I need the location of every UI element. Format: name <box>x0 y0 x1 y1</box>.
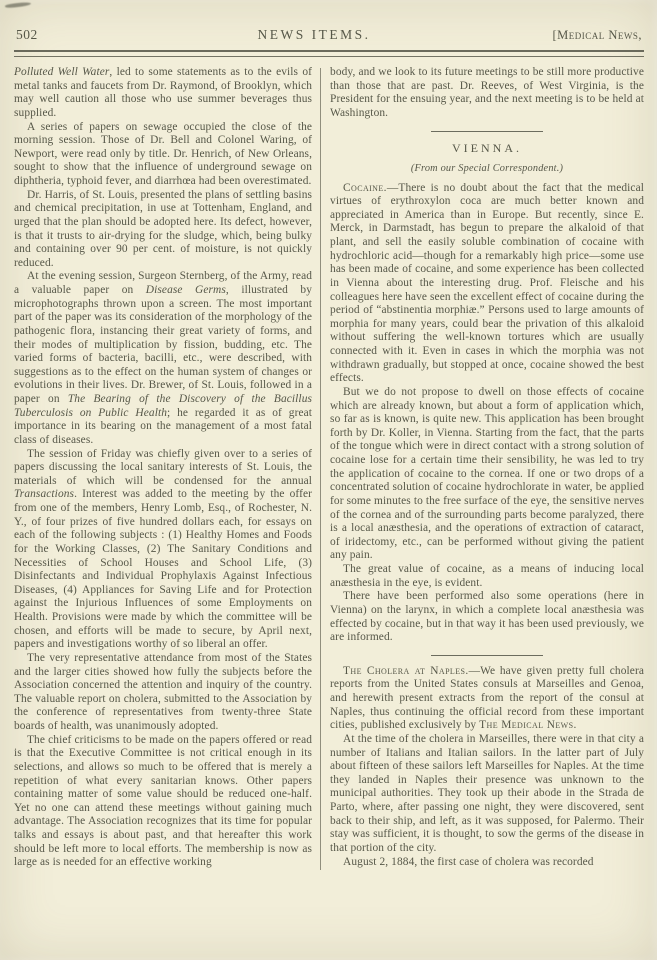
right-column <box>330 66 644 870</box>
body-text: . <box>573 719 577 732</box>
smallcaps-text: Cocaine. <box>343 181 387 194</box>
body-text: The session of Friday was chiefly given over to a series of papers discussing the local sanitary interests of St. Louis, the materials of which will be condensed for the annual <box>14 447 313 487</box>
page-number: 502 <box>16 27 38 42</box>
section-rule <box>431 655 543 656</box>
paragraph <box>330 590 644 645</box>
header-rule <box>14 50 644 57</box>
left-column <box>14 66 312 870</box>
paragraph <box>14 189 312 271</box>
body-text: At the time of the cholera in Marseilles, there were in that city a number of Italians and Italian sailors. In the latter part of July about fifteen of these sailors left Marseilles for Naples. At the time they landed in Naples their presence was unknown to the municipal authorities. They took up their abode in the Strada de Parto, where, after passing one night, they were discovered, sent back to their ship, and left, as it was supposed, for Palermo. Their stay was sufficient, it is thought, to sow the germs of the disease in that portion of the city. <box>330 732 644 854</box>
body-text: —We have given pretty full cholera reports from the United States consuls at Marseilles and Genoa, and herewith present extracts from the report of the consul at Naples, thus continuing the official record from these important cities, published exclusively by <box>330 664 644 732</box>
body-text: ; he regarded it as of great importance in its bearing on the management of a most fatal class of diseases. <box>14 406 313 446</box>
paragraph <box>14 652 312 734</box>
running-title: NEWS ITEMS. <box>257 27 371 42</box>
column-divider <box>320 68 321 870</box>
body-text: There have been performed also some operations (here in Vienna) on the larynx, in which a complete local anæsthesia was effected by cocaine, but in that way it has been used previously, we are informed. <box>330 590 644 644</box>
section-rule <box>431 131 543 132</box>
italic-text: Disease Germs <box>145 284 226 296</box>
paragraph <box>14 121 312 189</box>
paragraph <box>14 66 312 121</box>
body-text: At the evening session, Surgeon Sternberg, of the Army, read a valuable paper on <box>14 270 313 296</box>
italic-text: Polluted Well Water <box>14 66 110 78</box>
italic-text: Transactions <box>14 488 75 501</box>
text-columns <box>14 66 644 870</box>
body-text: The chief criticisms to be made on the papers offered or read is that the Executive Committee is not critical enough in its selections, and allows so much to be offered that is merely a repetition of what every sanitarian knows. Other papers containing matter of some value should be reduced one-half. Yet no one can attend these meetings without gaining much advantage. The Association recognizes that its time for popular talks and essays is about past, and that hereafter this work should be left more to local efforts. The membership is now as large as is needed for an effective working <box>14 733 313 869</box>
italic-text: The Bearing of the Discovery of the Bacillus Tuberculosis on Public Health <box>14 393 313 419</box>
paragraph <box>330 856 644 870</box>
paragraph <box>330 66 644 121</box>
paragraph <box>330 563 644 590</box>
body-text: The very representative attendance from most of the States and the larger cities showed how fully the subjects before the Association concerned the attention and inquiry of the country. The valuable report on cholera, submitted to the Association by the conference of representatives from twenty-three State boards of health, was unanimously adopted. <box>14 651 313 732</box>
body-text: body, and we look to its future meetings to be still more productive than those that are past. Dr. Reeves, of West Virginia, is the President for the ensuing year, and the next meeting is to be held at Washington. <box>330 66 644 119</box>
paragraph <box>14 734 312 870</box>
paragraph <box>14 270 312 447</box>
paragraph <box>14 448 312 652</box>
body-text: —There is no doubt about the fact that the medical virtues of erythroxylon coca are much better known and appreciated in America than in Europe. But recently, since E. Merck, in Darmstadt, has begun to prepare the alkaloid of that plant, and sell the easily soluble combination of cocaine with hydrochloric acid—though for a remarkably high price—some use has been made of cocaine, and some experience has been collected in Vienna about the interesting drug. Prof. Fleische and his colleagues here have seen the excellent effect of cocaine during the period of “abstinentia morphiæ.” Persons used to large amounts of morphia for many years, could bear the privation of this alkaloid without suffering the well-known tortures which are usually connected with it. Even in cases in which the morphia was not withdrawn gradually, but stopped at once, cocaine showed the best effects. <box>330 181 644 385</box>
section-subheading: (From our Special Correspondent.) <box>410 162 564 174</box>
smallcaps-text: The Medical News <box>479 719 574 732</box>
body-text: A series of papers on sewage occupied the close of the morning session. Those of Dr. Bell and Colonel Waring, of Newport, were read only by title. Dr. Henrich, of New Orleans, sought to show that the influence of underground sewage on diphtheria, typhoid fever, and diarrhœa had been overestimated. <box>14 120 313 187</box>
body-text: . Interest was added to the meeting by the offer from one of the members, Henry Lomb, Esq., of Rochester, N. Y., of four prizes of five hundred dollars each, for essays on each of the following subjects : (1) Healthy Homes and Foods for the Working Classes, (2) The Sanitary Conditions and Necessities of School Houses and School Life, (3) Disinfectants and Individual Prophylaxis Against Infectious Diseases, (4) Appliances for Saving Life and for Protection against the Injurious Influences of some Employments on Health. Provisions were made by which the committee will be chosen, and efforts will be made to secure, by April next, papers and investigations worthy of so liberal an offer. <box>14 488 313 651</box>
smallcaps-text: The Cholera at Naples. <box>343 664 469 677</box>
paragraph <box>330 182 644 386</box>
body-text: The great value of cocaine, as a means of inducing local anæsthesia in the eye, is evident. <box>330 563 644 589</box>
scan-artifact <box>5 1 31 8</box>
paragraph <box>330 733 644 856</box>
paragraph <box>330 386 644 563</box>
section-heading: VIENNA. <box>452 140 523 155</box>
body-text: , illustrated by microphotographs thrown upon a screen. The most important part of the paper was its consideration of the morphology of the pathogenic flora, instancing their great variety of forms, and their modes of multiplication by fission, budding, etc. The varied forms of bacteria, bacilli, etc., were described, with suggestions as to the effect on the human system of changes or evolutions in their lives. Dr. Brewer, of St. Louis, followed in a paper on <box>14 284 313 405</box>
body-text: , led to some statements as to the evils of metal tanks and faucets from Dr. Raymond, of Brooklyn, which may well caution all those who use summer beverages thus supplied. <box>14 66 313 119</box>
body-text: But we do not propose to dwell on those effects of cocaine which are already known, but about a form of application which, so far as is known, is quite new. This application has been brought forth by Dr. Koller, in Vienna. Starting from the fact, that the parts of the tongue which were in direct contact with a strong solution of cocaine lose for a certain time their sensibility, he was led to try the application of cocaine to the cornea. If one or two drops of a concentrated solution of cocaine hydrochlorate in water, be applied for some minutes to the free surface of the eye, the sensitive nerves of the cornea and of the surrounding parts become paralyzed, there is a local anæsthesia, and the operations of extraction of cataract, of iridectomy, etc., can be performed without giving the patient any pain. <box>330 385 644 562</box>
journal-name: [Medical News, <box>552 28 642 42</box>
body-text: August 2, 1884, the first case of cholera was recorded <box>343 855 594 868</box>
running-head <box>14 27 644 43</box>
body-text: Dr. Harris, of St. Louis, presented the plans of settling basins and chemical precipitation, in use at Tottenham, England, and urged that the plan should be adopted here. Its defect, however, is that it trusts to air-drying for the sludge, which, being bulky and containing over 90 per cent. of moisture, is not quickly reduced. <box>14 188 313 269</box>
paragraph <box>330 665 644 733</box>
